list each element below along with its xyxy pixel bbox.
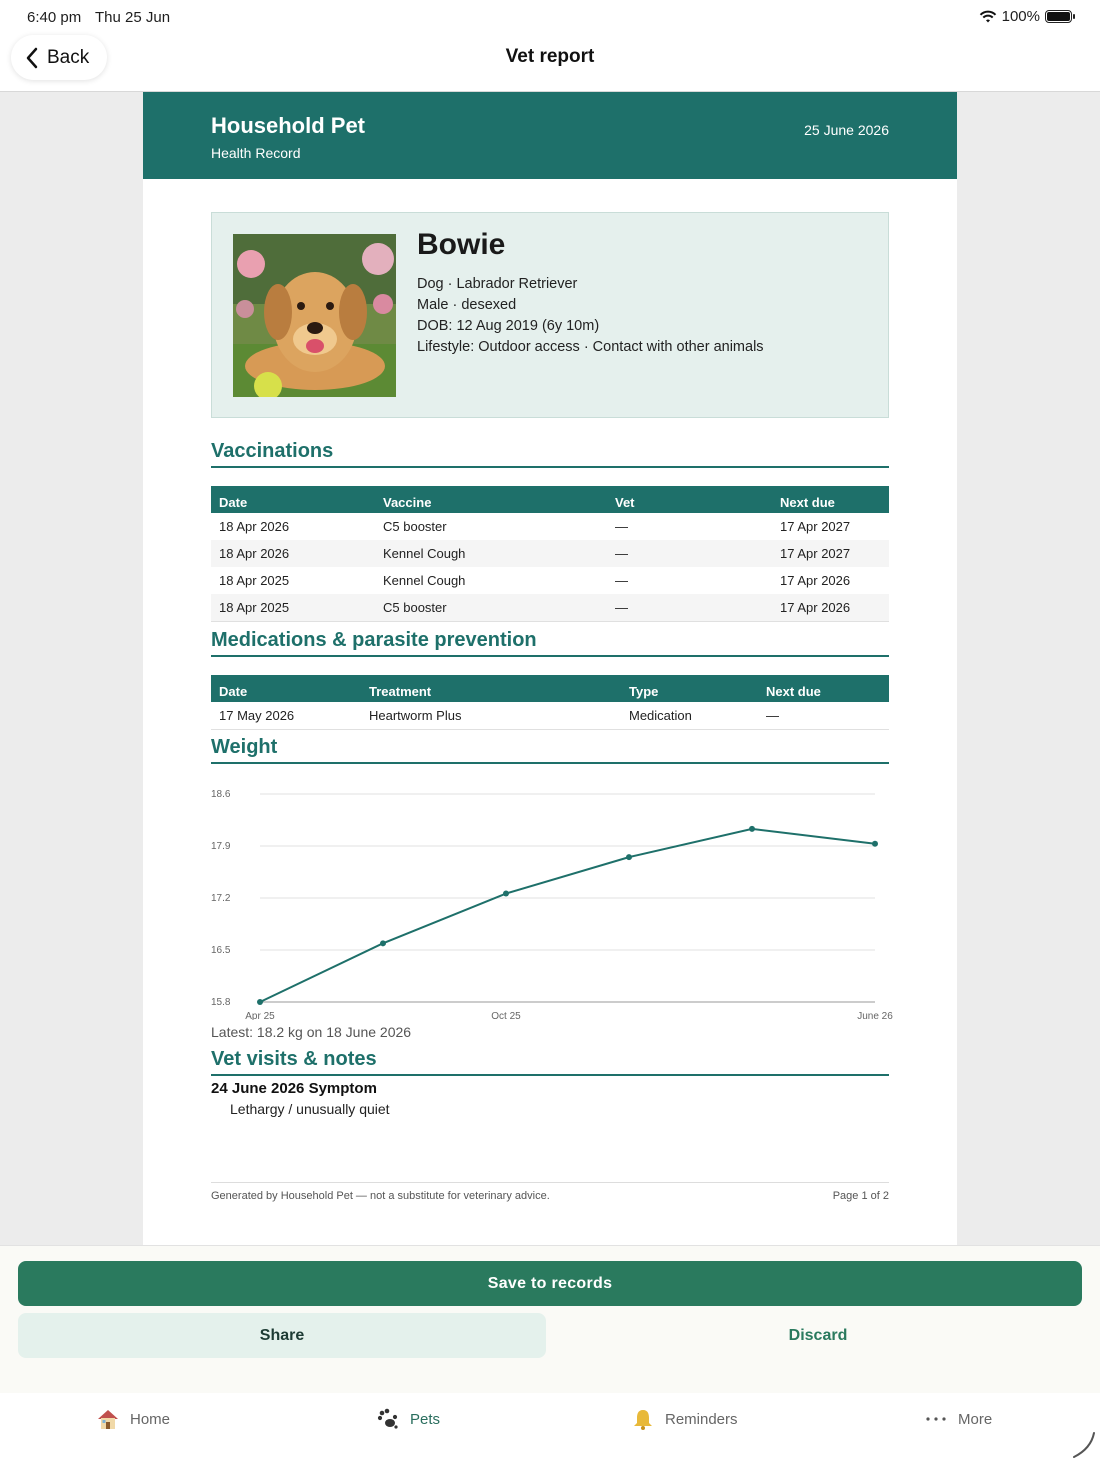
table-cell: C5 booster: [375, 594, 607, 621]
back-label: Back: [47, 46, 90, 68]
y-tick-label: 17.2: [211, 893, 231, 904]
report-document[interactable]: [143, 92, 957, 1245]
table-row: [211, 594, 889, 621]
table-cell: 17 Apr 2027: [772, 540, 889, 567]
column-header: Date: [211, 675, 361, 702]
table-cell: Medication: [621, 702, 758, 729]
vet-visits-heading: Vet visits & notes: [211, 1048, 889, 1076]
data-point: [749, 826, 755, 832]
status-date: Thu 25 Jun: [95, 9, 171, 26]
more-icon: [924, 1407, 948, 1431]
pet-species-breed: Dog · Labrador Retriever: [417, 276, 578, 292]
discard-button[interactable]: Discard: [788, 1326, 848, 1344]
table-row: [211, 513, 889, 540]
action-bar: [0, 1245, 1100, 1393]
tab-pets[interactable]: [376, 1407, 440, 1431]
column-header: Next due: [772, 486, 889, 513]
report-footer: [211, 1182, 889, 1202]
report-subtitle: Health Record: [211, 145, 301, 161]
report-date: 25 June 2026: [804, 122, 889, 138]
x-tick-label: Oct 25: [491, 1011, 521, 1020]
table-cell: 17 May 2026: [211, 702, 361, 729]
x-tick-label: June 26: [857, 1011, 893, 1020]
column-header: Treatment: [361, 675, 621, 702]
y-tick-label: 17.9: [211, 841, 231, 852]
medications-heading: Medications & parasite prevention: [211, 629, 889, 657]
y-tick-label: 16.5: [211, 945, 231, 956]
weight-heading: Weight: [211, 736, 889, 764]
report-brand: Household Pet: [211, 113, 366, 138]
page-title: Vet report: [505, 46, 595, 67]
table-cell: C5 booster: [383, 519, 447, 534]
table-row: [211, 702, 889, 729]
table-cell: 18 Apr 2026: [211, 540, 375, 567]
status-right: [979, 8, 1072, 25]
data-point: [626, 854, 632, 860]
y-tick-label: 18.6: [211, 789, 231, 800]
tab-label: More: [958, 1410, 993, 1428]
house-icon: [96, 1407, 120, 1431]
table-cell: Kennel Cough: [375, 540, 607, 567]
tab-reminders[interactable]: [631, 1407, 738, 1431]
column-header: Vet: [607, 486, 772, 513]
x-tick-label: Apr 25: [245, 1011, 275, 1020]
table-header-row: [211, 675, 889, 702]
tab-home[interactable]: [96, 1407, 170, 1431]
column-header: Vaccine: [375, 486, 607, 513]
column-header: Type: [621, 675, 758, 702]
tab-label: Home: [130, 1410, 171, 1428]
wifi-icon: [979, 10, 997, 24]
table-cell: —: [615, 573, 628, 588]
data-point: [872, 841, 878, 847]
vaccinations-table: [211, 486, 889, 622]
tab-bar: [0, 1393, 1100, 1467]
navigation-bar: [0, 34, 1100, 92]
data-point: [380, 940, 386, 946]
tab-label: Pets: [410, 1410, 441, 1428]
data-point: [257, 999, 263, 1005]
tab-label: Reminders: [665, 1410, 738, 1428]
pet-lifestyle: Lifestyle: Outdoor access · Contact with other animals: [417, 339, 764, 355]
column-header: Next due: [758, 675, 889, 702]
table-cell: 17 Apr 2026: [780, 573, 851, 588]
weight-line-chart: [205, 780, 905, 1020]
pet-name: Bowie: [417, 228, 506, 261]
table-cell: 17 Apr 2027: [780, 519, 851, 534]
table-cell: —: [607, 594, 772, 621]
table-header-row: [211, 486, 889, 513]
visit-entry-heading: 24 June 2026 Symptom: [211, 1080, 377, 1097]
battery-icon: [1045, 10, 1072, 23]
status-bar: [0, 0, 1100, 34]
footer-disclaimer: Generated by Household Pet — not a substitute for veterinary advice.: [211, 1190, 550, 1202]
table-cell: Heartworm Plus: [361, 702, 621, 729]
share-button[interactable]: Share: [18, 1313, 546, 1358]
table-cell: —: [615, 519, 628, 534]
paw-icon: [376, 1407, 400, 1431]
table-cell: Kennel Cough: [383, 573, 466, 588]
battery-percent: 100%: [1001, 8, 1040, 25]
data-point: [503, 891, 509, 897]
home-indicator-curve: [1060, 1427, 1100, 1467]
pet-dob: DOB: 12 Aug 2019 (6y 10m): [417, 318, 600, 334]
table-row: [211, 567, 889, 594]
medications-table: [211, 675, 889, 730]
save-to-records-button[interactable]: Save to records: [18, 1261, 1082, 1306]
bell-icon: [631, 1407, 655, 1431]
table-cell: 18 Apr 2026: [219, 519, 290, 534]
pet-profile-card: [211, 212, 889, 418]
table-cell: —: [607, 540, 772, 567]
y-tick-label: 15.8: [211, 997, 231, 1008]
latest-weight: Latest: 18.2 kg on 18 June 2026: [211, 1024, 412, 1040]
table-cell: 18 Apr 2025: [219, 573, 290, 588]
status-time: 6:40 pm: [27, 9, 82, 26]
report-header: [143, 92, 957, 179]
tab-more[interactable]: [924, 1407, 992, 1431]
column-header: Date: [211, 486, 375, 513]
visit-entry-note: Lethargy / unusually quiet: [230, 1101, 390, 1117]
series-line: [260, 829, 875, 1002]
table-row: [211, 540, 889, 567]
table-cell: —: [758, 702, 889, 729]
vaccinations-heading: Vaccinations: [211, 440, 889, 468]
pet-sex: Male · desexed: [417, 297, 517, 313]
pet-photo: [233, 234, 396, 397]
page-indicator: Page 1 of 2: [832, 1190, 889, 1202]
table-cell: 18 Apr 2025: [211, 594, 375, 621]
table-cell: 17 Apr 2026: [772, 594, 889, 621]
